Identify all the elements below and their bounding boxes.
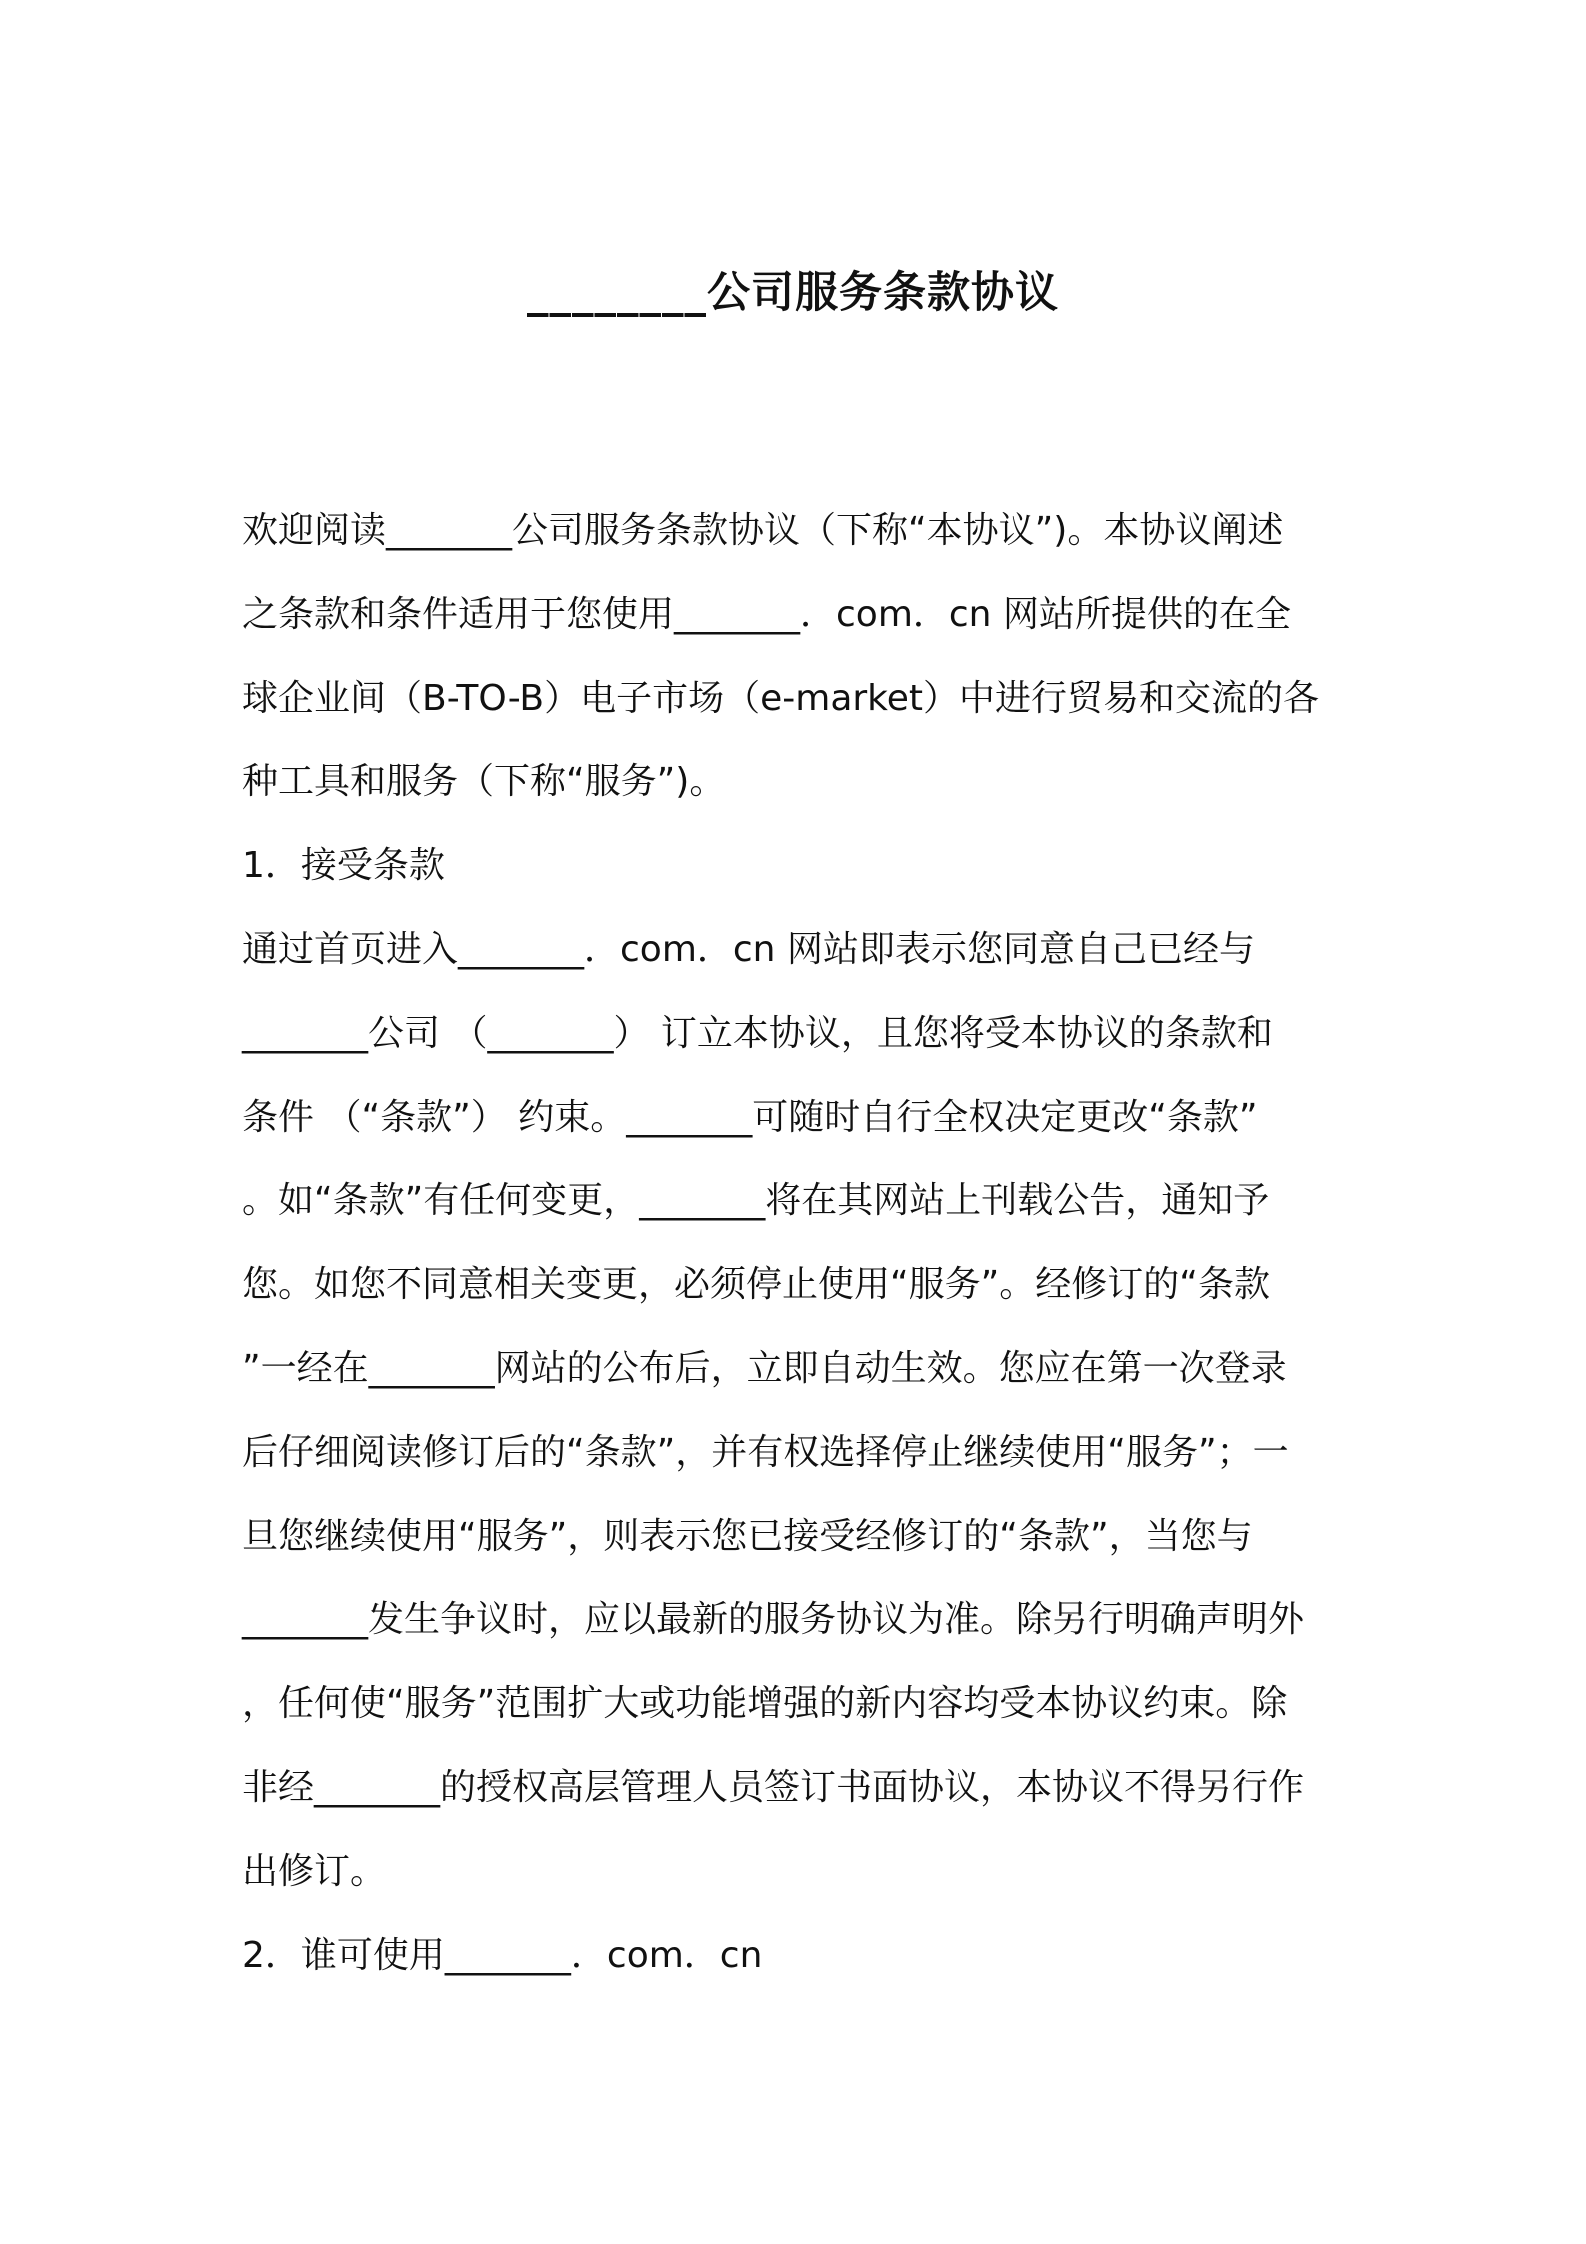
section-heading-1: 1．接受条款 (242, 845, 445, 887)
body-line-16: 非经_______的授权高层管理人员签订书面协议，本协议不得另行作 (242, 1766, 1305, 1808)
document-title: ________公司服务条款协议 (527, 268, 1059, 318)
body-line-7: _______公司 （_______） 订立本协议，且您将受本协议的条款和 (242, 1012, 1273, 1054)
body-line-11: ”一经在_______网站的公布后，立即自动生效。您应在第一次登录 (242, 1347, 1287, 1389)
body-line-15: ，任何使“服务”范围扩大或功能增强的新内容均受本协议约束。除 (242, 1683, 1288, 1725)
body-line-4: 种工具和服务（下称“服务”)。 (242, 761, 726, 803)
body-line-1: 欢迎阅读_______公司服务条款协议（下称“本协议”)。本协议阐述 (242, 510, 1284, 551)
body-line-2: 之条款和条件适用于您使用_______．com．cn 网站所提供的在全 (242, 593, 1291, 635)
body-line-10: 您。如您不同意相关变更，必须停止使用“服务”。经修订的“条款 (242, 1264, 1270, 1306)
document-body (242, 489, 1362, 1997)
body-line-14: _______发生争议时，应以最新的服务协议为准。除另行明确声明外 (242, 1599, 1305, 1641)
body-line-17: 出修订。 (242, 1850, 387, 1892)
body-line-8: 条件 （“条款”） 约束。_______可随时自行全权决定更改“条款” (242, 1096, 1258, 1138)
body-line-6: 通过首页进入_______．com．cn 网站即表示您同意自己已经与 (242, 928, 1255, 970)
body-line-13: 旦您继续使用“服务”，则表示您已接受经修订的“条款”，当您与 (242, 1515, 1253, 1557)
section-heading-2: 2．谁可使用_______．com．cn (242, 1934, 763, 1976)
body-line-9: 。如“条款”有任何变更，_______将在其网站上刊载公告，通知予 (242, 1180, 1270, 1222)
body-line-12: 后仔细阅读修订后的“条款”，并有权选择停止继续使用“服务”；一 (242, 1431, 1289, 1473)
body-line-3: 球企业间（B-TO-B）电子市场（e-market）中进行贸易和交流的各 (242, 677, 1320, 719)
